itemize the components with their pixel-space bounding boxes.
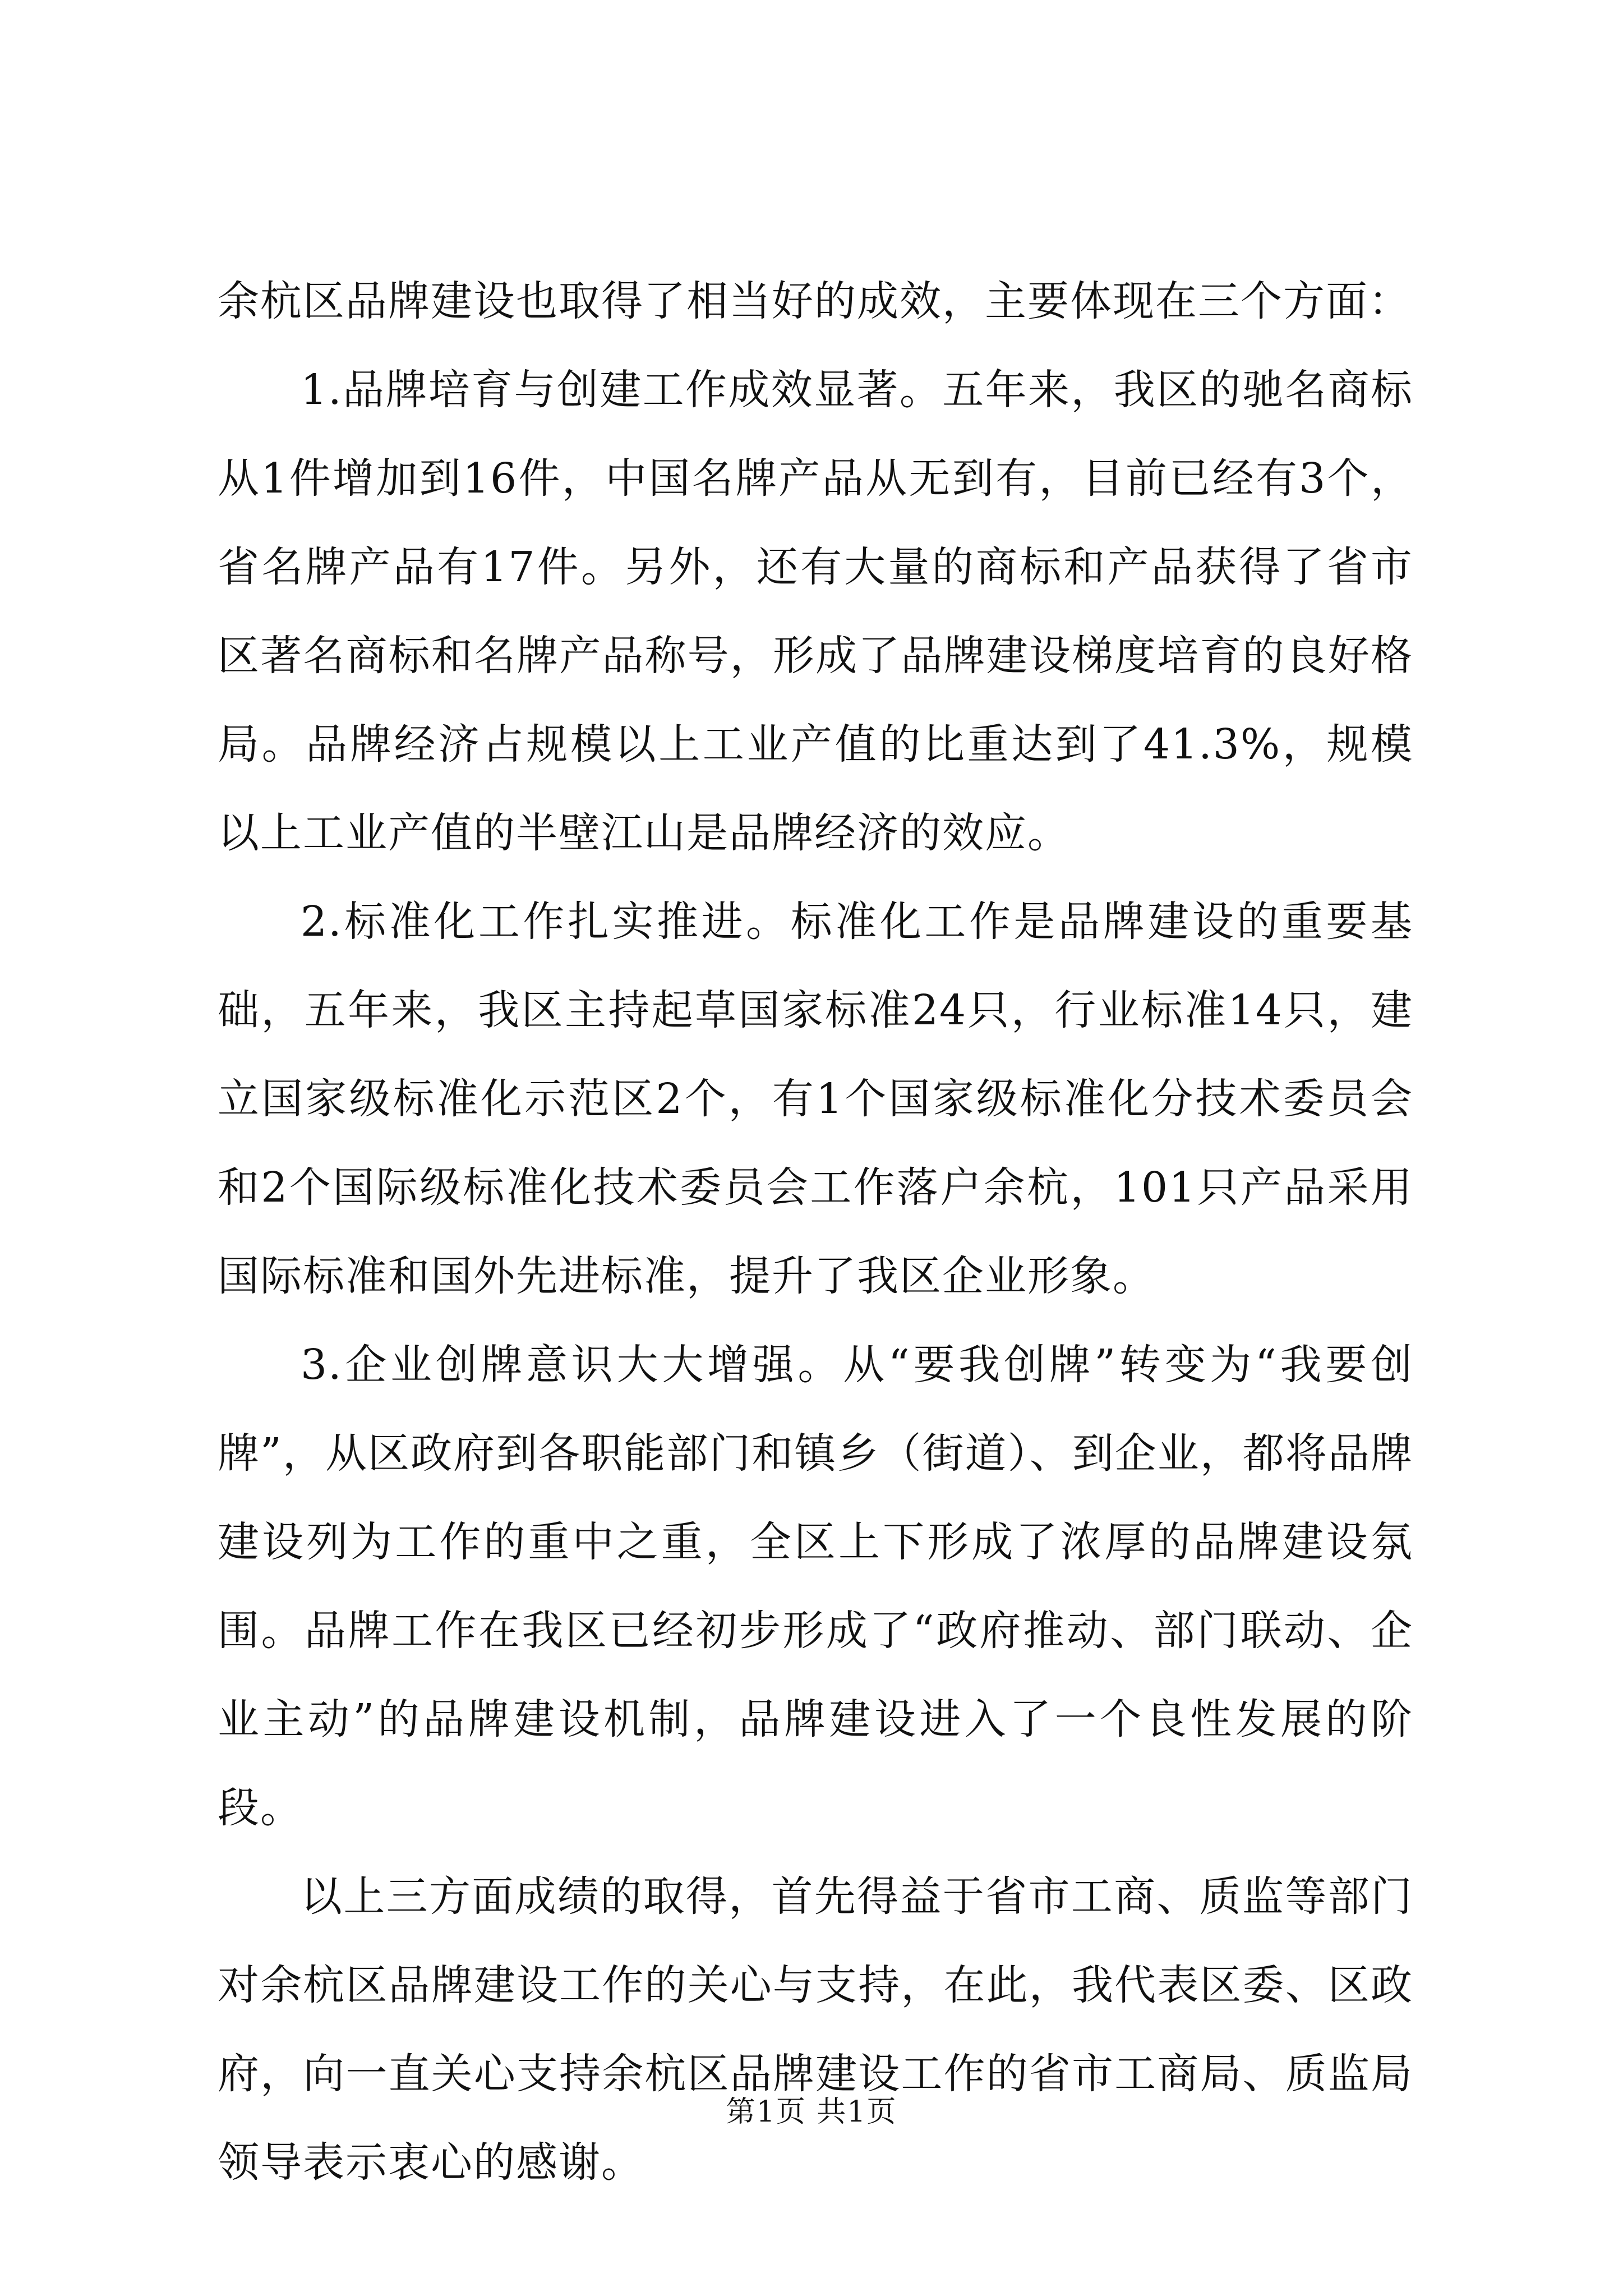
paragraph-intro: 余杭区品牌建设也取得了相当好的成效，主要体现在三个方面： xyxy=(218,277,1411,325)
paragraph-point-1: 1.品牌培育与创建工作成效显著。五年来，我区的驰名商标从1件增加到16件，中国名牌产品从无到有，目前已经有3个，省名牌产品有17件。另外，还有大量的商标和产品获得了省市区著名商标和名牌产品称号，形成了品牌建设梯度培育的良好格局。品牌经济占规模以上工业产值的比重达到了41.3%，规模以上工业产值的半壁江山是品牌经济的效应。 xyxy=(218,366,1413,857)
paragraph-point-2: 2.标准化工作扎实推进。标准化工作是品牌建设的重要基础，五年来，我区主持起草国家标准24只，行业标准14只，建立国家级标准化示范区2个，有1个国家级标准化分技术委员会和2个国际级标准化技术委员会工作落户余杭，101只产品采用国际标准和国外先进标准，提升了我区企业形象。 xyxy=(218,898,1413,1300)
paragraph-conclusion: 以上三方面成绩的取得，首先得益于省市工商、质监等部门对余杭区品牌建设工作的关心与支持，在此，我代表区委、区政府，向一直关心支持余杭区品牌建设工作的省市工商局、质监局领导表示衷心的感谢。 xyxy=(218,1872,1413,2187)
paragraph-point-3: 3.企业创牌意识大大增强。从“要我创牌”转变为“我要创牌”，从区政府到各职能部门和镇乡（街道）、到企业，都将品牌建设列为工作的重中之重，全区上下形成了浓厚的品牌建设氛围。品牌工作在我区已经初步形成了“政府推动、部门联动、企业主动”的品牌建设机制，品牌建设进入了一个良性发展的阶段。 xyxy=(218,1341,1413,1832)
document-body xyxy=(218,257,1413,2207)
page-number: 第1页 共1页 xyxy=(726,2095,897,2129)
page-footer xyxy=(0,2092,1623,2132)
